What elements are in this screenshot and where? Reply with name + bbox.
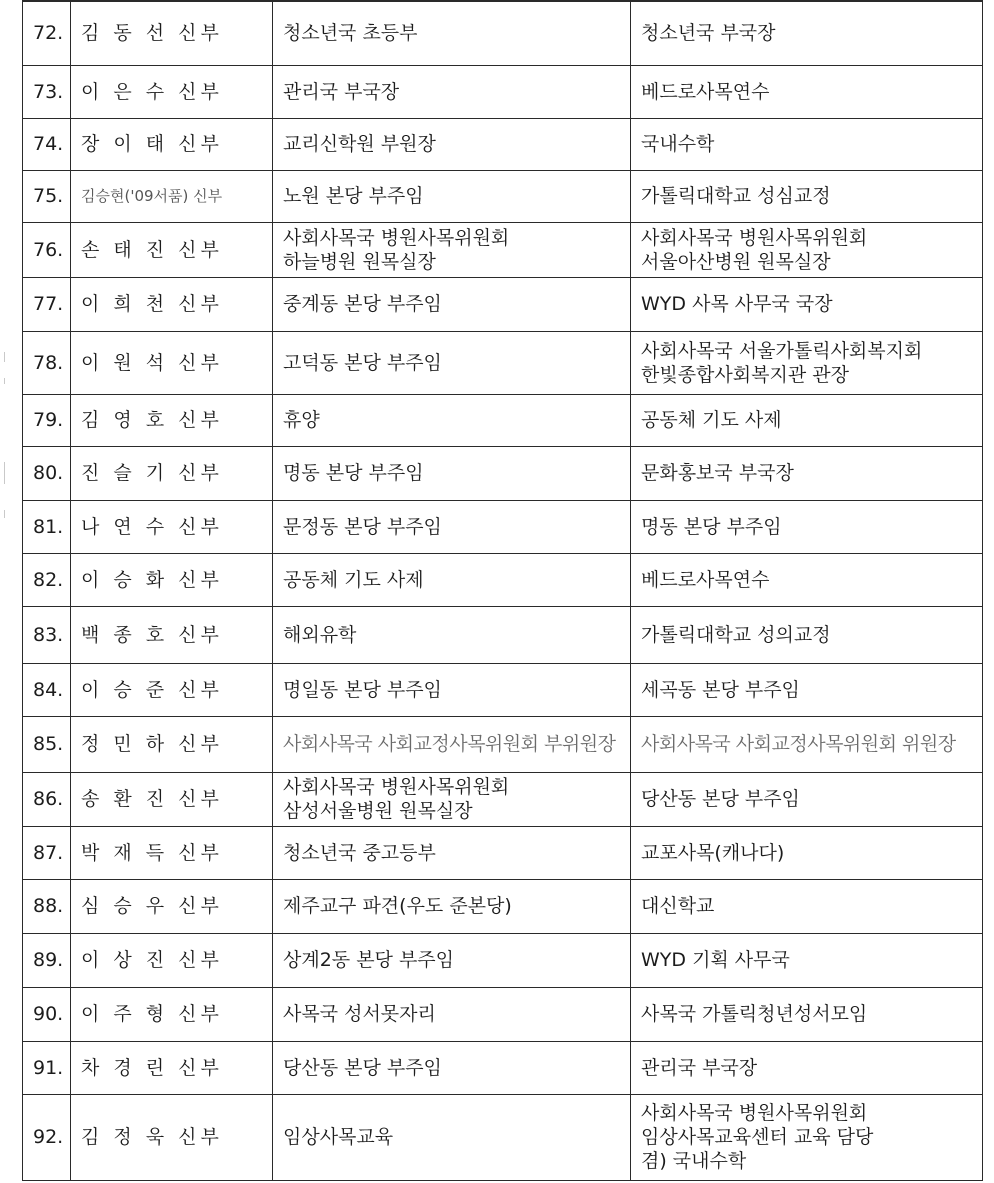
new-post-line: 베드로사목연수 [641, 80, 770, 103]
previous-post-line: 노원 본당 부주임 [283, 185, 424, 207]
row-number: 76. [23, 222, 71, 277]
priest-name: 이 상 진 신부 [71, 933, 273, 987]
row-number: 73. [23, 65, 71, 118]
previous-post-line: 상계2동 본당 부주임 [283, 949, 454, 971]
new-post-line: 공동체 기도 사제 [641, 409, 782, 431]
previous-post [273, 277, 631, 331]
row-number: 79. [23, 394, 71, 446]
new-post [631, 65, 983, 118]
previous-post [273, 331, 631, 394]
new-post [631, 331, 983, 394]
previous-post-line: 하늘병원 원목실장 [283, 250, 436, 273]
margin-marks [2, 0, 8, 1183]
table-row [23, 826, 983, 879]
previous-post [273, 933, 631, 987]
row-number: 84. [23, 663, 71, 716]
new-post-line: 한빛종합사회복지관 관장 [641, 363, 849, 386]
previous-post [273, 879, 631, 933]
previous-post-line: 휴양 [283, 409, 320, 431]
previous-post [273, 65, 631, 118]
new-post-line: 사목국 가톨릭청년성서모임 [641, 1003, 868, 1025]
previous-post [273, 500, 631, 553]
priest-name: 진 슬 기 신부 [71, 446, 273, 500]
new-post [631, 170, 983, 222]
priest-name: 이 승 준 신부 [71, 663, 273, 716]
previous-post [273, 118, 631, 170]
previous-post [273, 394, 631, 446]
priest-name: 장 이 태 신부 [71, 118, 273, 170]
priest-name: 송 환 진 신부 [71, 772, 273, 826]
new-post-line: 사회사목국 병원사목위원회 [641, 226, 868, 249]
row-number: 83. [23, 606, 71, 663]
priest-name: 이 승 화 신부 [71, 553, 273, 606]
table-row [23, 933, 983, 987]
previous-post [273, 987, 631, 1041]
priest-name: 정 민 하 신부 [71, 716, 273, 772]
table-row [23, 331, 983, 394]
previous-post [273, 826, 631, 879]
new-post [631, 446, 983, 500]
row-number: 72. [23, 1, 71, 65]
priest-name: 김 영 호 신부 [71, 394, 273, 446]
priest-name: 나 연 수 신부 [71, 500, 273, 553]
previous-post-line: 관리국 부국장 [283, 80, 400, 103]
table-row [23, 987, 983, 1041]
new-post-line: 가톨릭대학교 성심교정 [641, 185, 831, 207]
new-post [631, 222, 983, 277]
previous-post-line: 교리신학원 부원장 [283, 133, 436, 155]
previous-post [273, 170, 631, 222]
row-number: 86. [23, 772, 71, 826]
previous-post-line: 고덕동 본당 부주임 [283, 351, 442, 374]
new-post-line: 가톨릭대학교 성의교정 [641, 623, 831, 646]
new-post-line: 문화홍보국 부국장 [641, 462, 794, 484]
row-number: 90. [23, 987, 71, 1041]
new-post [631, 1, 983, 65]
new-post-line: 서울아산병원 원목실장 [641, 250, 831, 273]
previous-post-line: 사회사목국 병원사목위원회 [283, 226, 510, 249]
new-post-line: 임상사목교육센터 교육 담당 [641, 1126, 874, 1148]
table-row [23, 879, 983, 933]
new-post [631, 1094, 983, 1180]
new-post-line: WYD 사목 사무국 국장 [641, 293, 833, 315]
table-row [23, 663, 983, 716]
previous-post-line: 해외유학 [283, 623, 357, 646]
previous-post-line: 당산동 본당 부주임 [283, 1056, 442, 1079]
previous-post [273, 553, 631, 606]
previous-post [273, 222, 631, 277]
new-post-line: 세곡동 본당 부주임 [641, 678, 800, 701]
row-number: 91. [23, 1041, 71, 1094]
priest-name: 이 원 석 신부 [71, 331, 273, 394]
previous-post [273, 1094, 631, 1180]
priest-name: 이 주 형 신부 [71, 987, 273, 1041]
previous-post-line: 청소년국 중고등부 [283, 841, 436, 864]
new-post-line: 사회사목국 사회교정사목위원회 위원장 [641, 733, 956, 755]
row-number: 75. [23, 170, 71, 222]
previous-post [273, 1041, 631, 1094]
previous-post [273, 663, 631, 716]
row-number: 78. [23, 331, 71, 394]
previous-post-line: 사목국 성서못자리 [283, 1003, 436, 1025]
new-post-line: 관리국 부국장 [641, 1056, 758, 1079]
new-post-line: 당산동 본당 부주임 [641, 788, 800, 810]
new-post [631, 1041, 983, 1094]
previous-post-line: 제주교구 파견(우도 준본당) [283, 895, 512, 917]
new-post [631, 879, 983, 933]
new-post-line: 겸) 국내수학 [641, 1150, 747, 1172]
new-post-line: 명동 본당 부주임 [641, 515, 782, 538]
new-post [631, 606, 983, 663]
new-post-line: 교포사목(캐나다) [641, 841, 785, 864]
previous-post [273, 772, 631, 826]
new-post-line: 대신학교 [641, 895, 715, 917]
priest-name: 박 재 득 신부 [71, 826, 273, 879]
table-row [23, 606, 983, 663]
new-post [631, 394, 983, 446]
table-row [23, 170, 983, 222]
table-row [23, 222, 983, 277]
table-row [23, 394, 983, 446]
row-number: 82. [23, 553, 71, 606]
new-post-line: WYD 기획 사무국 [641, 949, 790, 971]
table-row [23, 716, 983, 772]
priest-name: 김 동 선 신부 [71, 1, 273, 65]
new-post [631, 277, 983, 331]
priest-name: 백 종 호 신부 [71, 606, 273, 663]
previous-post-line: 명일동 본당 부주임 [283, 678, 442, 701]
new-post-line: 사회사목국 병원사목위원회 [641, 1102, 868, 1124]
previous-post-line: 임상사목교육 [283, 1126, 394, 1148]
row-number: 87. [23, 826, 71, 879]
new-post-line: 청소년국 부국장 [641, 22, 776, 45]
row-number: 85. [23, 716, 71, 772]
personnel-table [22, 0, 983, 1181]
priest-name: 김승현('09서품) 신부 [71, 170, 273, 222]
previous-post [273, 1, 631, 65]
priest-name: 이 희 천 신부 [71, 277, 273, 331]
previous-post-line: 삼성서울병원 원목실장 [283, 800, 473, 822]
priest-name: 이 은 수 신부 [71, 65, 273, 118]
priest-name: 차 경 린 신부 [71, 1041, 273, 1094]
new-post [631, 716, 983, 772]
table-row [23, 277, 983, 331]
table-row [23, 500, 983, 553]
previous-post-line: 명동 본당 부주임 [283, 462, 424, 484]
table-row [23, 553, 983, 606]
previous-post-line: 공동체 기도 사제 [283, 568, 424, 591]
new-post-line: 국내수학 [641, 133, 715, 155]
table-row [23, 1094, 983, 1180]
row-number: 77. [23, 277, 71, 331]
new-post [631, 553, 983, 606]
previous-post [273, 716, 631, 772]
table-row [23, 118, 983, 170]
new-post [631, 772, 983, 826]
row-number: 74. [23, 118, 71, 170]
new-post [631, 118, 983, 170]
previous-post-line: 중계동 본당 부주임 [283, 293, 442, 315]
new-post [631, 826, 983, 879]
previous-post-line: 문정동 본당 부주임 [283, 515, 442, 538]
previous-post-line: 사회사목국 사회교정사목위원회 부위원장 [283, 733, 616, 755]
table-row [23, 446, 983, 500]
table-row [23, 65, 983, 118]
priest-name: 손 태 진 신부 [71, 222, 273, 277]
previous-post-line: 청소년국 초등부 [283, 22, 418, 45]
row-number: 81. [23, 500, 71, 553]
table-row [23, 1041, 983, 1094]
new-post-line: 베드로사목연수 [641, 568, 770, 591]
previous-post [273, 606, 631, 663]
table-row [23, 1, 983, 65]
previous-post-line: 사회사목국 병원사목위원회 [283, 776, 510, 798]
personnel-table-body [23, 1, 983, 1180]
new-post [631, 663, 983, 716]
priest-name: 김 정 욱 신부 [71, 1094, 273, 1180]
table-row [23, 772, 983, 826]
new-post [631, 500, 983, 553]
row-number: 80. [23, 446, 71, 500]
row-number: 88. [23, 879, 71, 933]
new-post [631, 933, 983, 987]
previous-post [273, 446, 631, 500]
row-number: 89. [23, 933, 71, 987]
row-number: 92. [23, 1094, 71, 1180]
priest-name: 심 승 우 신부 [71, 879, 273, 933]
new-post [631, 987, 983, 1041]
new-post-line: 사회사목국 서울가톨릭사회복지회 [641, 339, 923, 362]
